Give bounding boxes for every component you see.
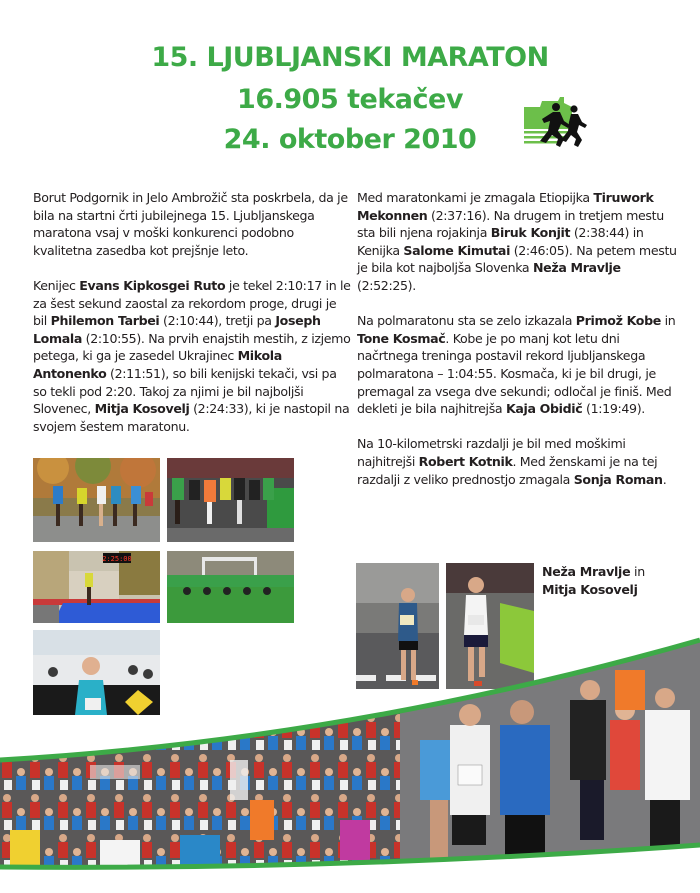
women-results-paragraph: Med maratonkami je zmagala Etiopijka Tiruwork Mekonnen (2:37:16). Na drugem in tretjem mestu sta bili njena rojakinja Biruk Konjit (2:38:44) in Kenijka Salome Kimutai (2:46:05). Na petem mestu je bila kot najboljša Slovenka Neža Mravlje (2:52:25). xyxy=(357,190,677,293)
page-title: 15. LJUBLJANSKI MARATON xyxy=(151,42,549,73)
right-column xyxy=(357,189,682,506)
left-column xyxy=(33,189,353,453)
photo-caption: Neža Mravlje in Mitja Kosovelj xyxy=(542,564,645,597)
half-marathon-paragraph: Na polmaratonu sta se zelo izkazala Primož Kobe in Tone Kosmač. Kobe je po manj kot letu dni načrtnega treninga postavil rekord ljubljanskega polmaratona – 1:04:55. Kosmača, ki je bil drugi, je premagal za vsega dve sekundi; odločal je finiš. Med dekleti je bila najhitrejša Kaja Obidič (1:19:49). xyxy=(357,313,676,417)
photo-finish-clock xyxy=(33,551,160,623)
runners-logo-icon xyxy=(520,95,590,155)
photo-elite-runners xyxy=(33,458,160,542)
ten-km-paragraph: Na 10-kilometrski razdalji je bil med moškimi najhitrejši Robert Kotnik. Med ženskami je na tej razdalji z veliko prednostjo zmagala Sonja Roman. xyxy=(357,436,667,487)
event-date: 24. oktober 2010 xyxy=(223,124,477,155)
runner-count: 16.905 tekačev xyxy=(237,84,463,115)
photo-crowd-banner xyxy=(0,630,700,893)
photo-wheelchair-start xyxy=(167,551,294,623)
men-results-paragraph: Kenijec Evans Kipkosgei Ruto je tekel 2:10:17 in le za šest sekund zaostal za rekordom proge, drugi je bil Philemon Tarbei (2:10:44), tretji pa Joseph Lomala (2:10:55). Na prvih enajstih mestih, z izjemo petega, ki ga je zasedel Ukrajinec Mikola Antonenko (2:11:51), so bili kenijski tekači, vsi pa so tekli pod 2:20. Takoj za njimi je bil najboljši Slovenec, Mitja Kosovelj (2:24:33), ki je nastopil na svojem šestem maratonu. xyxy=(33,277,351,434)
photo-start-line xyxy=(167,458,294,542)
intro-paragraph: Borut Podgornik in Jelo Ambrožič sta poskrbela, da je bila na startni črti jubilejnega 15. Ljubljanskega maratona vsaj v moški konkurenci podobno kvalitetna zasedba kot prejšnje leto. xyxy=(33,190,348,258)
finish-clock-text: 2:25:00 xyxy=(102,555,132,563)
